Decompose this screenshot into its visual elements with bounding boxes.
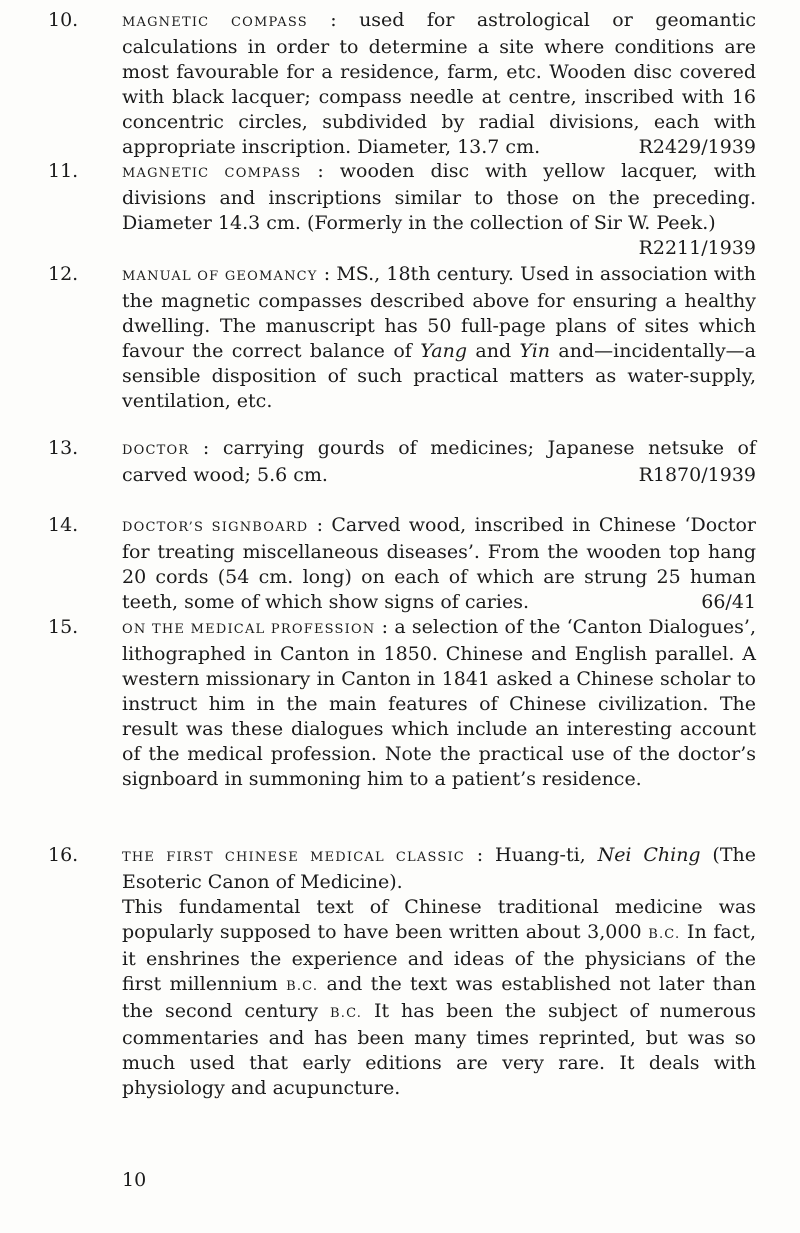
entry-text: It has been the subject of numerous commentaries and has been many times reprinted, but was so much used that early editions are very rare. It deals with physiology and acupuncture. <box>122 1000 756 1099</box>
era-abbreviation: B.C. <box>286 979 319 994</box>
entry-heading: MAGNETIC COMPASS <box>122 15 308 30</box>
entry-number: 12. <box>48 263 79 285</box>
entry-heading: MANUAL OF GEOMANCY <box>122 269 318 284</box>
entry-text: a selection of the ‘Canton Dialogues’, lithographed in Canton in 1850. Chinese and English parallel. A western missionary in Canton in 1841 asked a Chinese scholar to instruct him in the main features of Chinese civilization. The result was these dialogues which include an interesting account of the medical profession. Note the practical use of the doctor’s signboard in summoning him to a patient’s residence. <box>122 616 756 790</box>
entry-body: DOCTOR’S SIGNBOARD : Carved wood, inscribed in Chinese ‘Doctor for treating miscellaneous diseases’. From the wooden top hang 20 cords (54 cm. long) on each of which are strung 25 human teeth, some of which show signs of caries. 66/41 <box>122 514 756 613</box>
entry-text: and—incidentally—a sensible disposition of such practical matters as water-supply, ventilation, etc. <box>122 340 757 412</box>
era-abbreviation: B.C. <box>648 927 681 942</box>
entry-italic-title: Nei Ching <box>597 844 701 866</box>
entry-body: DOCTOR : carrying gourds of medicines; Japanese netsuke of carved wood; 5.6 cm. R1870/1939 <box>122 437 756 486</box>
entry-body: MAGNETIC COMPASS : used for astrological or geomantic calculations in order to determine a site where conditions are most favourable for a residence, farm, etc. Wooden disc covered with black lacquer; compass needle at centre, inscribed with 16 concentric circles, subdivided by radial divisions, each with appropriate inscription. Diameter, 13.7 cm. R2429/1939 <box>122 9 756 158</box>
entry-number: 16. <box>48 844 79 866</box>
entry-text: Huang-ti, <box>495 844 598 866</box>
entry-number: 10. <box>48 9 79 31</box>
entry-text: MS., 18th century. Used in association with the magnetic compasses described above for ensuring a healthy dwelling. The manuscript has 50 full-page plans of sites which favour the correct balance of <box>122 263 756 362</box>
page-number: 10 <box>122 1169 147 1191</box>
entry-body: ON THE MEDICAL PROFESSION : a selection of the ‘Canton Dialogues’, lithographed in Canton in 1850. Chinese and English parallel. A western missionary in Canton in 1841 asked a Chinese scholar to instruct him in the main features of Chinese civilization. The result was these dialogues which include an interesting account of the medical profession. Note the practical use of the doctor’s signboard in summoning him to a patient’s residence. <box>122 616 756 790</box>
entry-italic-term: Yang <box>420 340 467 362</box>
entry-number: 15. <box>48 616 79 638</box>
entry-text: carrying gourds of medicines; Japanese netsuke of carved wood; 5.6 cm. <box>122 437 756 486</box>
entry-text: In fact, it enshrines the experience and ideas of the physicians of the first millennium <box>122 921 756 995</box>
entry-body: MANUAL OF GEOMANCY : MS., 18th century. Used in association with the magnetic compasses described above for ensuring a healthy dwelling. The manuscript has 50 full-page plans of sites which favour the correct balance of Yang and Yin and—incidentally—a sensible disposition of such practical matters as water-supply, ventilation, etc. <box>122 263 757 412</box>
entry-number: 13. <box>48 437 79 459</box>
era-abbreviation: B.C. <box>330 1006 363 1021</box>
entry-text: wooden disc with yellow lacquer, with divisions and inscriptions similar to those on the preceding. Diameter 14.3 cm. (Formerly in the collection of Sir W. Peek.) <box>122 160 756 234</box>
entry-reference: R2211/1939 <box>638 237 756 259</box>
entry-heading: ON THE MEDICAL PROFESSION <box>122 622 376 637</box>
entry-text: This fundamental text of Chinese traditional medicine was popularly supposed to have been written about 3,000 <box>122 896 756 943</box>
entry-number: 11. <box>48 160 79 182</box>
entry-text: (The Esoteric Canon of Medicine). <box>122 844 756 893</box>
entry-heading: DOCTOR’S SIGNBOARD <box>122 520 309 535</box>
entry-reference: R1870/1939 <box>638 464 756 486</box>
entry-heading: DOCTOR <box>122 443 190 458</box>
entry-heading: THE FIRST CHINESE MEDICAL CLASSIC <box>122 850 465 865</box>
entry-text: and <box>466 340 520 362</box>
entry-text: Carved wood, inscribed in Chinese ‘Doctor for treating miscellaneous diseases’. From the wooden top hang 20 cords (54 cm. long) on each of which are strung 25 human teeth, some of which show signs of caries. <box>122 514 756 613</box>
entry-text: and the text was established not later than the second century <box>122 973 757 1022</box>
entry-reference: 66/41 <box>701 591 756 613</box>
entry-body: THE FIRST CHINESE MEDICAL CLASSIC : Huang-ti, Nei Ching (The Esoteric Canon of Medicine). This fundamental text of Chinese traditional medicine was popularly supposed to have been written about 3,000 B.C. In fact, it enshrines the experience and ideas of the physicians of the first millennium B.C. and the text was established not later than the second century B.C. It has been the subject of numerous commentaries and has been many times reprinted, but was so much used that early editions are very rare. It deals with physiology and acupuncture. <box>122 844 757 1099</box>
entry-body: MAGNETIC COMPASS : wooden disc with yellow lacquer, with divisions and inscriptions similar to those on the preceding. Diameter 14.3 cm. (Formerly in the collection of Sir W. Peek.) R2211/1939 <box>122 160 756 259</box>
entry-number: 14. <box>48 514 79 536</box>
entry-text: used for astrological or geomantic calculations in order to determine a site where conditions are most favourable for a residence, farm, etc. Wooden disc covered with black lacquer; compass needle at centre, inscribed with 16 concentric circles, subdivided by radial divisions, each with appropriate inscription. Diameter, 13.7 cm. <box>122 9 756 158</box>
entry-reference: R2429/1939 <box>638 136 756 158</box>
entry-heading: MAGNETIC COMPASS <box>122 166 302 181</box>
entry-italic-term: Yin <box>519 340 551 362</box>
